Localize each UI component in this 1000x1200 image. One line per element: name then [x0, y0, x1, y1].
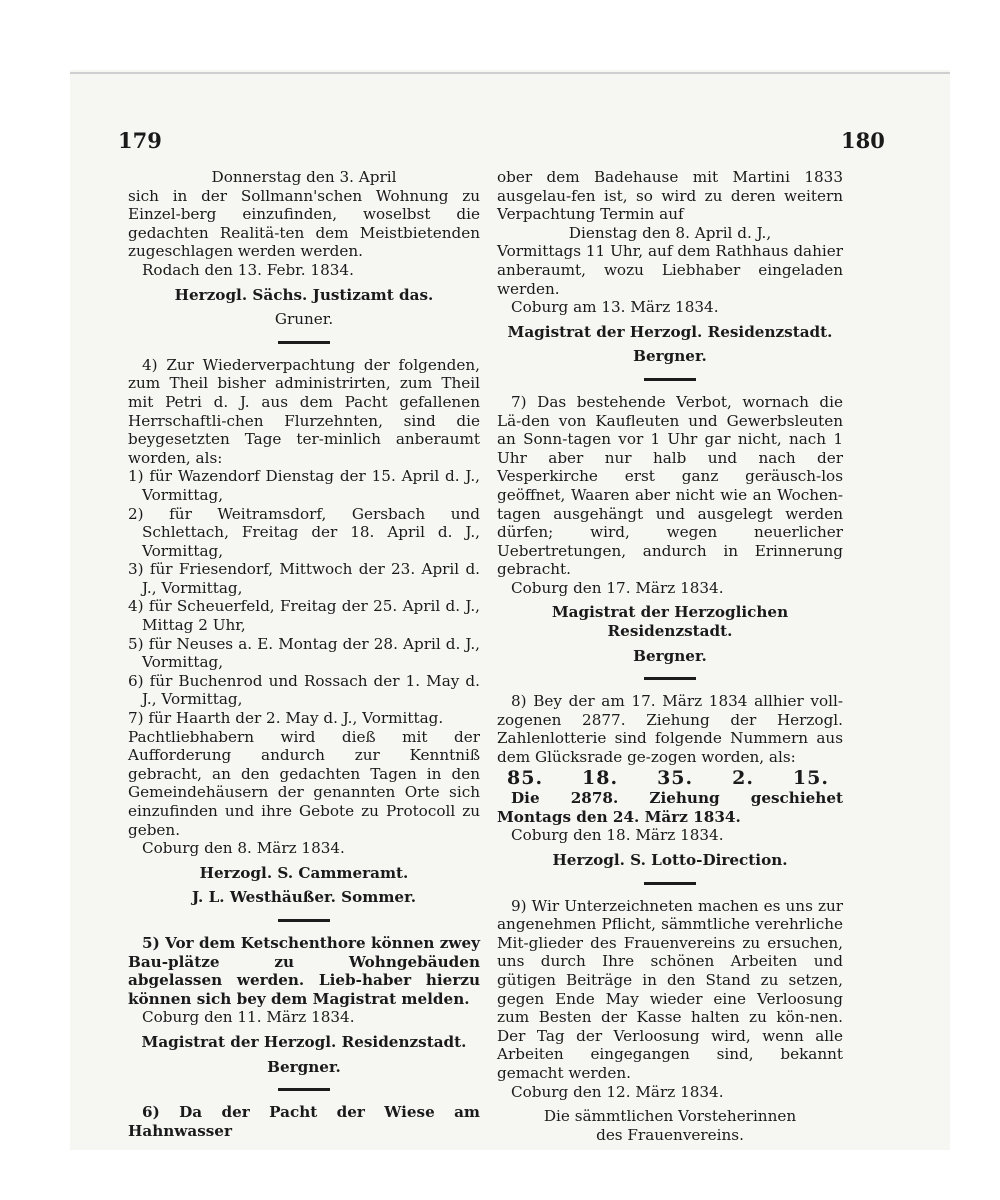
notice-signature-name: Gruner.	[274, 310, 334, 329]
section-divider	[278, 341, 330, 344]
left-column	[128, 168, 480, 1140]
notice-8-body: 8) Bey der am 17. März 1834 allhier voll-zogenen 2877. Ziehung der Herzogl. Zahlenlotterie sind folgende Nummern aus dem Glücksrade ge-zogen worden, als:	[497, 692, 843, 767]
section-divider	[644, 882, 696, 885]
lottery-number: 35.	[657, 766, 694, 789]
notice-7-date: Coburg den 17. März 1834.	[511, 578, 724, 597]
notice-4-body: Pachtliebhabern wird dieß mit der Aufforderung andurch zur Kenntniß gebracht, an den gedachten Tagen in den Gemeindehäusern der genannten Orte sich einzufinden und ihre Gebote zu Protocoll zu geben.	[128, 727, 480, 839]
notice-5-date: Coburg den 11. März 1834.	[142, 1008, 355, 1027]
notice-9-date: Coburg den 12. März 1834.	[511, 1082, 724, 1101]
notice-6-signature-office: Magistrat der Herzogl. Residenzstadt.	[507, 322, 833, 341]
notice-4-item: 6) für Buchenrod und Rossach der 1. May d. J., Vormittag,	[128, 671, 480, 709]
section-divider	[644, 378, 696, 381]
notice-5-signature-name: Bergner.	[267, 1057, 341, 1076]
notice-4-item: 7) für Haarth der 2. May d. J., Vormittag.	[128, 709, 444, 728]
notice-4-signature-names: J. L. Westhäußer. Sommer.	[192, 888, 416, 907]
notice-6-termin: Dienstag den 8. April d. J.,	[568, 223, 772, 242]
notice-4-signature-office: Herzogl. S. Cammeramt.	[199, 863, 409, 882]
lottery-number: 18.	[582, 766, 619, 789]
notice-8-signature-office: Herzogl. S. Lotto-Direction.	[552, 851, 788, 869]
notice-7-signature-name: Bergner.	[633, 646, 707, 665]
notice-signature-office: Herzogl. Sächs. Justizamt das.	[174, 285, 434, 304]
notice-4-item: 3) für Friesendorf, Mittwoch der 23. April d. J., Vormittag,	[128, 560, 480, 597]
notice-6-date: Coburg am 13. März 1834.	[511, 298, 719, 317]
notice-date-heading: Donnerstag den 3. April	[211, 168, 397, 186]
notice-body: sich in der Sollmann'schen Wohnung zu Einzel-berg einzufinden, woselbst die gedachten Realitä-ten dem Meistbietenden zugeschlagen werden werden.	[128, 186, 480, 261]
notice-6-start: 6) Da der Pacht der Wiese am Hahnwasser	[128, 1103, 480, 1140]
right-column	[497, 168, 843, 1144]
notice-4-item: 5) für Neuses a. E. Montag der 28. April d. J., Vormittag,	[128, 634, 480, 672]
right-page-number: 180	[841, 128, 885, 153]
notice-4-item: 1) für Wazendorf Dienstag der 15. April d. J., Vormittag,	[128, 467, 480, 504]
notice-9-signature-line-1: Die sämmtlichen Vorsteherinnen	[543, 1107, 797, 1126]
notice-6-signature-name: Bergner.	[633, 347, 707, 366]
left-page-number: 179	[118, 128, 162, 153]
notice-4-item: 4) für Scheuerfeld, Freitag der 25. April d. J., Mittag 2 Uhr,	[128, 597, 480, 635]
notice-5-body: 5) Vor dem Ketschenthore können zwey Bau-plätze zu Wohngebäuden abgelassen werden. Lieb-haber hierzu können sich bey dem Magistrat melden.	[128, 933, 480, 1008]
section-divider	[644, 677, 696, 680]
lottery-number: 85.	[507, 766, 544, 789]
notice-6-body-2: Vormittags 11 Uhr, auf dem Rathhaus dahier anberaumt, wozu Liebhaber eingeladen werden.	[497, 242, 843, 298]
notice-4-date: Coburg den 8. März 1834.	[142, 839, 345, 858]
notice-9-signature-line-2: des Frauenvereins.	[596, 1125, 744, 1144]
notice-9-body: 9) Wir Unterzeichneten machen es uns zur angenehmen Pflicht, sämmtliche verehrliche Mit-glieder des Frauenvereins zu ersuchen, uns durch Ihre schönen Arbeiten und gütigen Beiträge in den Stand zu setzen, gegen Ende May wieder eine Verloosung zum Besten der Kasse halten zu kön-nen. Der Tag der Verloosung wird, wenn alle Arbeiten eingegangen sind, bekannt gemacht werden.	[497, 896, 843, 1082]
lottery-numbers	[497, 767, 843, 790]
notice-5-signature-office: Magistrat der Herzogl. Residenzstadt.	[141, 1032, 467, 1051]
notice-8-date: Coburg den 18. März 1834.	[511, 826, 724, 845]
notice-date: Rodach den 13. Febr. 1834.	[142, 260, 354, 279]
notice-8-body-2: Die 2878. Ziehung geschiehet Montags den 24. März 1834.	[497, 789, 843, 826]
notice-4-item: 2) für Weitramsdorf, Gersbach und Schlettach, Freitag der 18. April d. J., Vormittag,	[128, 504, 480, 560]
section-divider	[278, 1088, 330, 1091]
page-edge-line	[70, 72, 950, 74]
notice-7-body: 7) Das bestehende Verbot, wornach die Lä-den von Kaufleuten und Gewerbsleuten an Sonn-tagen vor 1 Uhr gar nicht, nach 1 Uhr aber nur halb und nach der Vesperkirche erst ganz geräusch-los geöffnet, Waaren aber nicht wie an Wochen-tagen ausgehängt und ausgelegt werden dürfen; wird, wegen neuerlicher Uebertretungen, andurch in Erinnerung gebracht.	[497, 392, 843, 579]
notice-7-signature-office: Magistrat der Herzoglichen Residenzstadt.	[551, 603, 789, 641]
section-divider	[278, 919, 330, 922]
lottery-number: 15.	[792, 766, 829, 789]
lottery-number: 2.	[732, 766, 754, 789]
notice-4-intro: 4) Zur Wiederverpachtung der folgenden, zum Theil bisher administrirten, zum Theil mit Petri d. J. aus dem Pacht gefallenen Herrschaftli-chen Flurzehnten, sind die beygesetzten Tage ter-minlich anberaumt worden, als:	[128, 355, 480, 467]
notice-6-body: ober dem Badehause mit Martini 1833 ausgelau-fen ist, so wird zu deren weitern Verpachtung Termin auf	[497, 168, 843, 224]
